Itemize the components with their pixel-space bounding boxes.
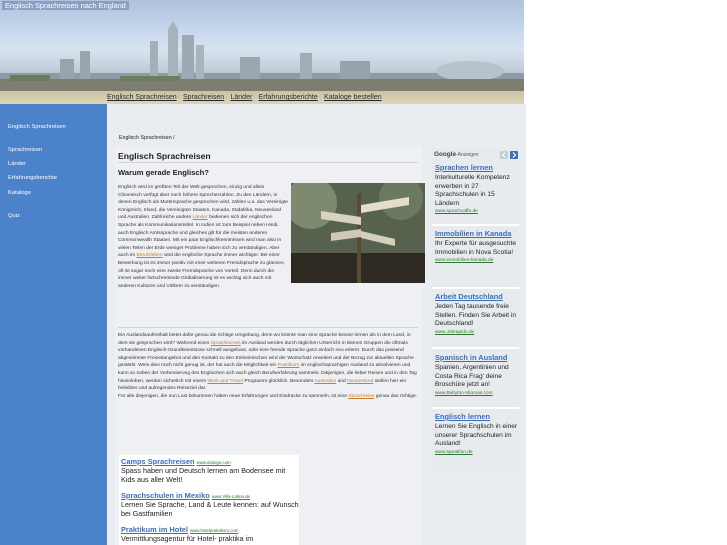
ad-title[interactable]: Arbeit Deutschland [435, 292, 503, 301]
ad-text: Spass haben und Deutsch lernen am Bodensee mit Kids aus aller Welt! [121, 466, 286, 484]
paragraph-text: Englisch wird im größten Teil der Welt gesprochen, einzig und allein Chinesisch verfügt über noch höhere Sprecherzahlen. Zu den Ländern, in denen Englisch als Muttersprache gesprochen wird, zählen u.a. das Vereinigte Königreich, Irland, die Vereinigten Staaten, Kanada, Südafrika, Neuseeland und Australien. Zahlreiche andere [118, 185, 288, 221]
paragraph-text: Für alle diejenigen, die nun Lust bekommen haben neue Erfahrungen und Eindrücke zu sammeln, ist eine [118, 393, 347, 399]
paragraph-text: Ein Auslandsaufenthalt bietet dafür genau die richtige Umgebung, denn wo könnte man eine Sprache besser lernen als in dem Land, in dem sie gesprochen wird? Während eines [118, 333, 411, 346]
link-laender[interactable]: Länder [192, 215, 208, 221]
ad-title[interactable]: Sprachen lernen [435, 163, 493, 172]
link-work-and-travel[interactable]: Work and Travel [207, 378, 243, 384]
ad-title-link[interactable] [121, 457, 231, 466]
paragraph-text: genau das richtige. [375, 393, 418, 399]
sidebar-item-englisch-sprachreisen[interactable]: Englisch Sprachreisen [8, 124, 66, 130]
section-heading: Warum gerade Englisch? [118, 168, 209, 177]
paragraph-text: wird die englische Sprache immer wichtiger. Bei einer Bewerbung ist es immer positiv mit einer weiteren Fremdsprache zu glänzen, oft ist sogar noch eine zweite Fremdsprache von Vorteil. Denn durch die immer weiter fortschreitende Globalisierung ist es wichtig sich auch mit anderen Kulturen und Völkern zu verständigen. [118, 253, 285, 289]
ad-url[interactable]: www.Jobrapido.de [435, 329, 475, 335]
signpost-image [291, 183, 425, 283]
ad-url[interactable]: www.immobilien-kanada.de [435, 258, 494, 264]
signpost-photo [291, 183, 425, 283]
ads-next-button[interactable] [510, 151, 518, 159]
sidebar-item-laender[interactable]: Länder [8, 161, 27, 167]
ad-title-link[interactable] [121, 491, 250, 500]
ad-title[interactable]: Immobilien in Kanada [435, 229, 512, 238]
title-divider [118, 162, 418, 163]
google-ad-item [435, 163, 519, 214]
google-ad-item [435, 353, 519, 396]
ad-text: Vermittlungsagentur für Hotel- praktika im [121, 534, 254, 543]
sidebar-item-kataloge[interactable]: Kataloge [8, 190, 31, 196]
nav-link-laender[interactable]: Länder [230, 94, 253, 101]
paragraph-text: Programm glücklich. Besonders [244, 378, 314, 384]
ad-url[interactable]: www.Babylon-Idiomas.com [435, 390, 493, 396]
nav-separator: · [225, 94, 228, 101]
google-ad-item [435, 229, 519, 263]
nav-separator: · [253, 94, 256, 101]
ad-title[interactable]: Camps Sprachreisen [121, 457, 195, 466]
top-navigation [107, 91, 524, 104]
paragraph-1 [118, 184, 288, 290]
nav-link-englisch-sprachreisen[interactable]: Englisch Sprachreisen [107, 94, 177, 101]
ad-title[interactable]: Sprachschulen in Mexiko [121, 491, 210, 500]
ads-label-text: -Anzeigen [456, 152, 479, 158]
link-sprachreise[interactable]: Sprachreise [348, 393, 375, 399]
ad-divider [432, 347, 519, 349]
ad-text: Spanien, Argentinien und Costa Rica Frag' deine Broschüre jetzt an! [435, 364, 509, 389]
google-ads-label [434, 151, 479, 158]
sidebar-item-erfahrungsberichte[interactable]: Erfahrungsberichte [8, 175, 57, 181]
ad-title-link[interactable] [121, 525, 239, 534]
google-ads-column [432, 148, 519, 473]
link-australien[interactable]: Australien [314, 378, 337, 384]
ad-url[interactable]: www.Villa-Latina.de [211, 494, 250, 499]
ad-title[interactable]: Spanisch in Ausland [435, 353, 508, 362]
ad-url[interactable]: www.speakfun.de [435, 449, 473, 455]
chevron-right-icon [510, 151, 518, 159]
ad-url[interactable]: www.hotelpraktikum.com [189, 528, 239, 533]
sidebar-item-sprachreisen[interactable]: Sprachreisen [8, 147, 43, 153]
ad-text: Lernen Sie Sprache, Land & Leute kennen: auf Wunsch bei Gastfamilien [121, 500, 299, 518]
ad-divider [432, 224, 519, 226]
paragraph-text: und [337, 378, 346, 384]
ad-text: Interkulturelle Kompetenz erwerben in 27 Sprachschulen in 15 Ländern [435, 174, 510, 207]
ads-prev-button[interactable] [500, 151, 508, 159]
google-ad-item [435, 292, 519, 335]
ad-divider [432, 287, 519, 289]
text-ads-box [119, 455, 299, 545]
ad-divider [432, 407, 519, 409]
nav-separator: · [177, 94, 180, 101]
link-sprachkurses[interactable]: Sprachkurses [210, 340, 241, 346]
site-title: Englisch Sprachreisen nach England [2, 1, 129, 10]
header-banner [0, 0, 524, 91]
google-ad-item [435, 412, 519, 455]
nav-link-kataloge-bestellen[interactable]: Kataloge bestellen [324, 94, 382, 101]
ad-url[interactable]: www.sprachcaffe.de [435, 209, 478, 215]
ad-text: Lernen Sie Englisch in einer unserer Sprachschulen im Ausland! [435, 423, 518, 448]
paragraph-divider [118, 327, 418, 328]
ad-title[interactable]: Englisch lernen [435, 412, 491, 421]
nav-separator: · [318, 94, 322, 101]
paragraph-2 [118, 332, 420, 400]
paragraph-text: im englischsprachigen Ausland zu absolvieren und kann so neben der Verbesserung des Englischen sich auch gleich Berufserfahrung sammeln. Diejenigen, die lieber Reisen und in den Tag hineinleben, werden sicherlich mit einem [118, 363, 417, 384]
ad-text: Jeden Tag tausende freie Stellen. Finden Sie Arbeit in Deutschland! [435, 303, 517, 328]
google-logo: Google [434, 151, 457, 158]
ad-title[interactable]: Praktikum im Hotel [121, 525, 188, 534]
ad-text: Ihr Experte für ausgesuchte Immobilien in Nova Scotia! [435, 240, 517, 256]
paragraph-text: stellen hier ein beliebtes und aufregendes Reiseziel dar. [118, 378, 407, 392]
page-title: Englisch Sprachreisen [118, 151, 211, 161]
link-berufsleben[interactable]: Berufsleben [136, 253, 163, 259]
breadcrumb: Englisch Sprachreisen / [119, 135, 175, 141]
ad-url[interactable]: www.dialoge.com [196, 460, 231, 465]
sidebar [0, 104, 107, 545]
nav-link-sprachreisen[interactable]: Sprachreisen [182, 94, 225, 101]
link-neuseeland[interactable]: Neuseeland [347, 378, 374, 384]
london-skyline-image [0, 21, 524, 91]
sidebar-item-quiz[interactable]: Quiz [8, 213, 20, 219]
link-praktikum[interactable]: Praktikum [277, 363, 300, 369]
nav-link-erfahrungsberichte[interactable]: Erfahrungsberichte [258, 94, 318, 101]
paragraph-text: bedienen sich der englischen Sprache als Kommunikationsmittel. In Indien ist zum Beispiel neben Hindi, auch Englisch Amtssprache und gleiches gilt für die meisten anderen Commonwealth Staaten. Mit ein paar Englischkenntnissen wird man also in vielen Teilen der Erde weniger Probleme haben sich zu verständigen. Aber auch im [118, 215, 282, 259]
chevron-left-icon [500, 151, 508, 159]
paragraph-text: im Ausland werden durch täglichen Unterricht in kleinen Gruppen die oftmals vorhandenen Englisch-Grundkenntnisse schnell ausgebaut, oder eine fremde Sprache ganz einfach neu erlernt. Durch das passend abgestimmte Freizeitangebot und den Kontakt zu den Einheimischen wird der Wortschatz erweitert und der Bezug zur aktuellen Sprache gestärkt. Wem dies noch nicht genug ist, der hat auch die Möglichkeit ein [118, 340, 414, 369]
